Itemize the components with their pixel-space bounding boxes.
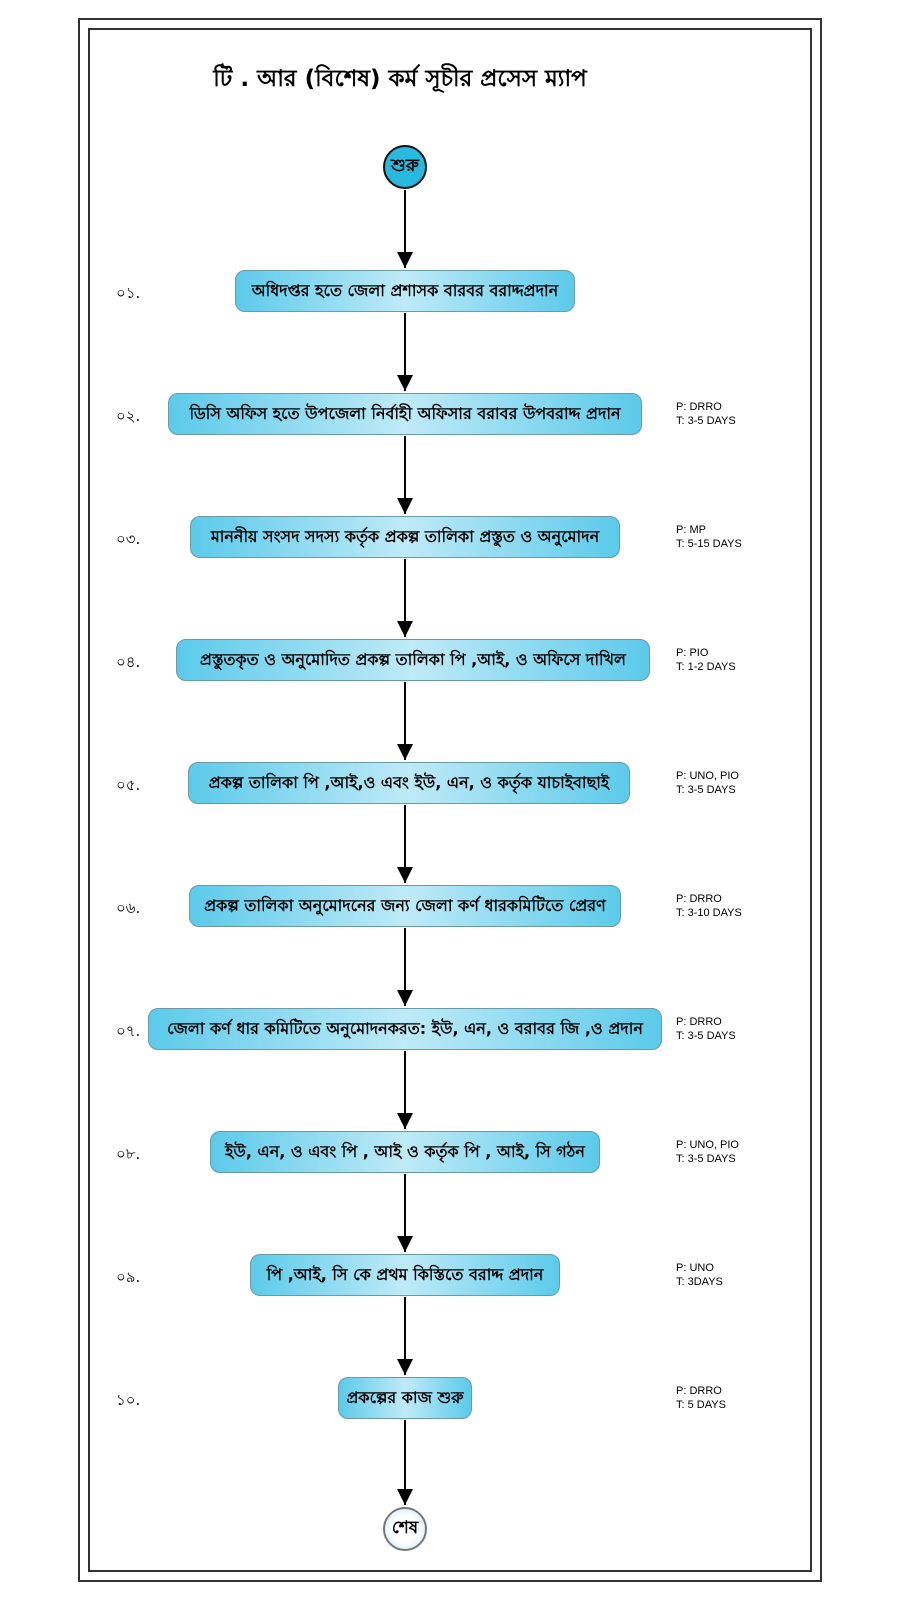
- step-5-number: ০৫.: [116, 776, 141, 794]
- step-2-meta: [676, 400, 736, 428]
- step-3-meta: [676, 523, 742, 551]
- step-3-time: T: 5-15 DAYS: [676, 538, 742, 550]
- step-10-meta: [676, 1384, 726, 1412]
- step-7-number: ০৭.: [116, 1022, 141, 1040]
- step-5-responsible: P: UNO, PIO: [676, 770, 739, 782]
- step-3-number: ০৩.: [116, 530, 141, 548]
- step-10-number: ১০.: [116, 1391, 141, 1409]
- start-node: শুরু: [383, 145, 427, 189]
- step-2-number: ০২.: [116, 407, 141, 425]
- step-5-meta: [676, 769, 739, 797]
- step-4-number: ০৪.: [116, 653, 141, 671]
- step-4-time: T: 1-2 DAYS: [676, 661, 736, 673]
- end-node: শেষ: [383, 1507, 427, 1551]
- step-6-time: T: 3-10 DAYS: [676, 907, 742, 919]
- step-8-responsible: P: UNO, PIO: [676, 1139, 739, 1151]
- step-9-meta: [676, 1261, 723, 1289]
- step-8-box: ইউ, এন, ও এবং পি , আই ও কর্তৃক পি , আই, সি গঠন: [210, 1131, 600, 1173]
- step-10-time: T: 5 DAYS: [676, 1399, 726, 1411]
- step-9-time: T: 3DAYS: [676, 1276, 723, 1288]
- step-3-responsible: P: MP: [676, 524, 706, 536]
- step-4-box: প্রস্তুতকৃত ও অনুমোদিত প্রকল্প তালিকা পি ,আই, ও অফিসে দাখিল: [176, 639, 650, 681]
- step-9-box: পি ,আই, সি কে প্রথম কিস্তিতে বরাদ্দ প্রদান: [250, 1254, 560, 1296]
- step-6-responsible: P: DRRO: [676, 893, 722, 905]
- step-2-responsible: P: DRRO: [676, 401, 722, 413]
- step-1-box: অধিদপ্তর হতে জেলা প্রশাসক বারবর বরাদ্দপ্রদান: [235, 270, 575, 312]
- step-2-time: T: 3-5 DAYS: [676, 415, 736, 427]
- step-6-meta: [676, 892, 742, 920]
- step-10-responsible: P: DRRO: [676, 1385, 722, 1397]
- step-7-box: জেলা কর্ণ ধার কমিটিতে অনুমোদনকরত: ইউ, এন, ও বরাবর জি ,ও প্রদান: [148, 1008, 662, 1050]
- step-1-number: ০১.: [116, 284, 141, 302]
- step-7-time: T: 3-5 DAYS: [676, 1030, 736, 1042]
- page-title: টি . আর (বিশেষ) কর্ম সূচীর প্রসেস ম্যাপ: [213, 66, 587, 92]
- step-9-responsible: P: UNO: [676, 1262, 714, 1274]
- step-7-meta: [676, 1015, 736, 1043]
- step-4-meta: [676, 646, 736, 674]
- step-8-time: T: 3-5 DAYS: [676, 1153, 736, 1165]
- step-6-number: ০৬.: [116, 899, 141, 917]
- step-8-number: ০৮.: [116, 1145, 141, 1163]
- step-5-box: প্রকল্প তালিকা পি ,আই,ও এবং ইউ, এন, ও কর্তৃক যাচাইবাছাই: [188, 762, 630, 804]
- step-2-box: ডিসি অফিস হতে উপজেলা নির্বাহী অফিসার বরাবর উপবরাদ্দ প্রদান: [168, 393, 642, 435]
- step-4-responsible: P: PIO: [676, 647, 709, 659]
- step-10-box: প্রকল্পের কাজ শুরু: [338, 1377, 472, 1419]
- step-6-box: প্রকল্প তালিকা অনুমোদনের জন্য জেলা কর্ণ ধারকমিটিতে প্রেরণ: [189, 885, 621, 927]
- step-9-number: ০৯.: [116, 1268, 141, 1286]
- step-3-box: মাননীয় সংসদ সদস্য কর্তৃক প্রকল্প তালিকা প্রস্তুত ও অনুমোদন: [190, 516, 620, 558]
- step-8-meta: [676, 1138, 739, 1166]
- step-5-time: T: 3-5 DAYS: [676, 784, 736, 796]
- step-7-responsible: P: DRRO: [676, 1016, 722, 1028]
